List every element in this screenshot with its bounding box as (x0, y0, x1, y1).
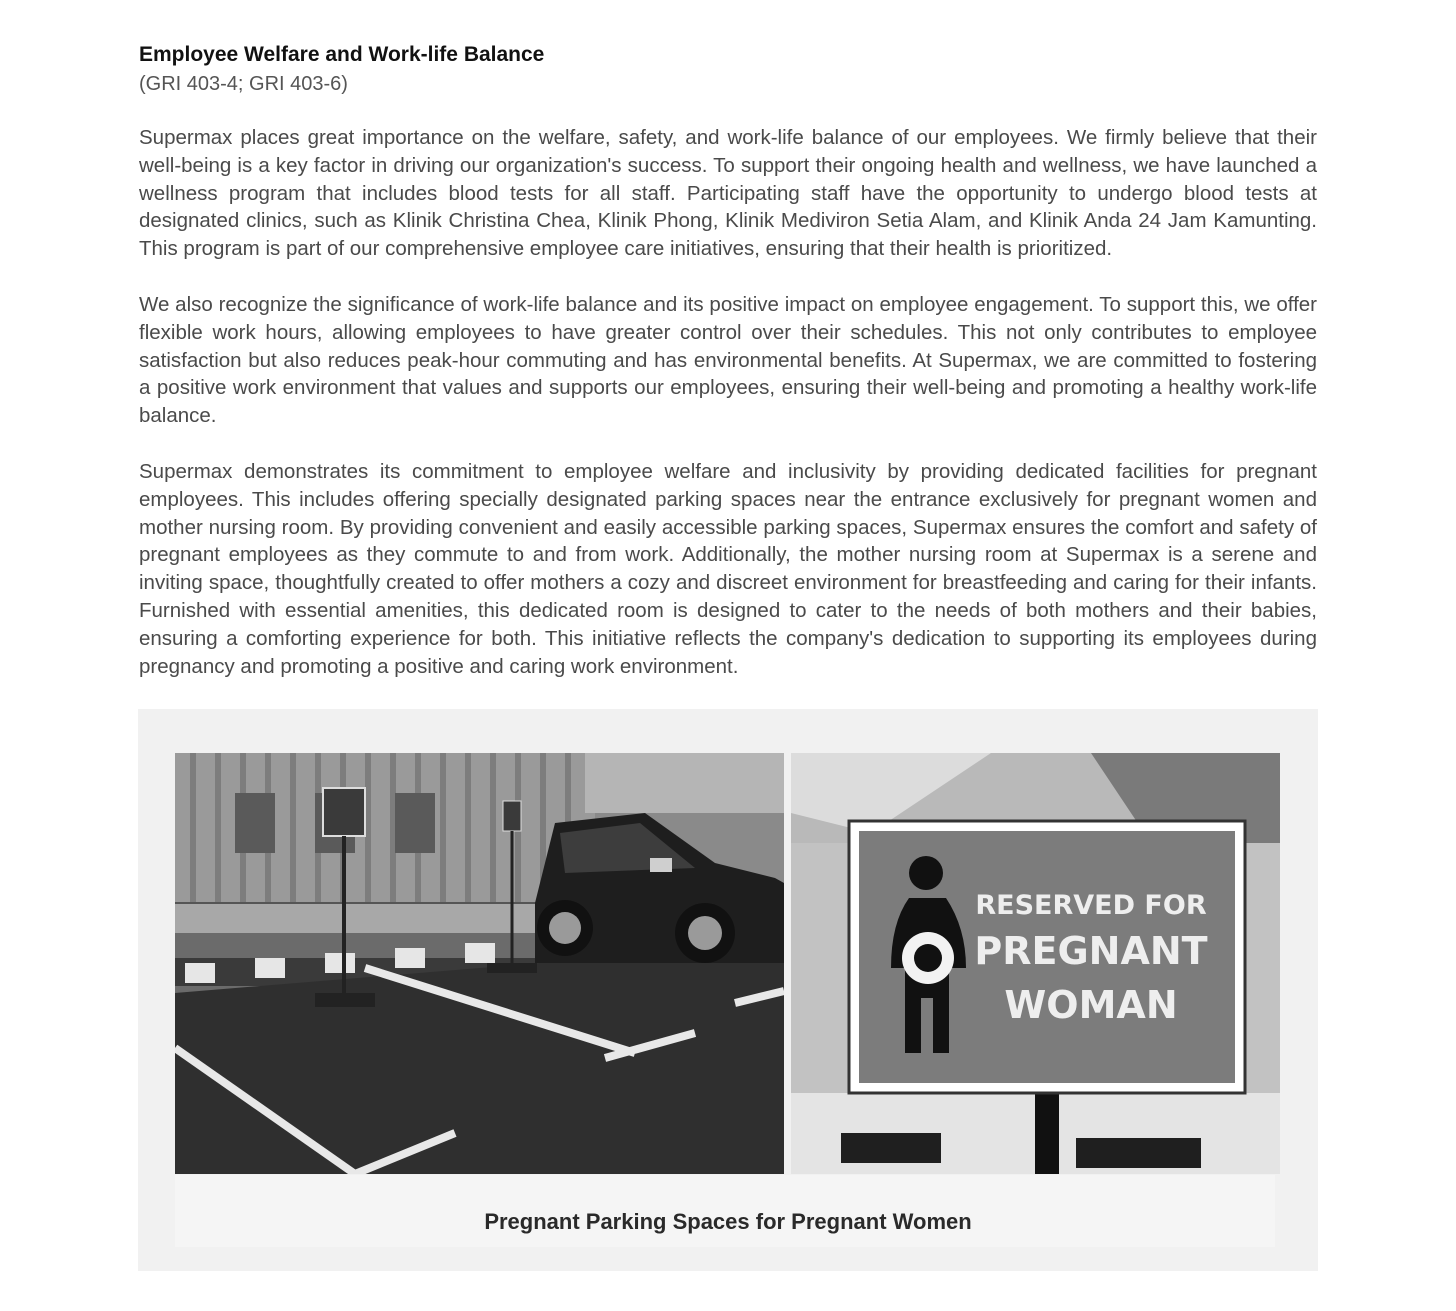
paragraph-work-life: We also recognize the significance of work-life balance and its positive impact on employee engagement. To support this, we offer flexible work hours, allowing employees to have greater control over their schedules. This not only contributes to employee satisfaction but also reduces peak-hour commuting and has environmental benefits. At Supermax, we are committed to fostering a positive work environment that values and supports our employees, ensuring their well-being and promoting a healthy work-life balance. (139, 292, 1317, 428)
paragraph-wellness: Supermax places great importance on the welfare, safety, and work-life balance of our employees. We firmly believe that their well-being is a key factor in driving our organization's success. To support their ongoing health and wellness, we have launched a wellness program that includes blood tests for all staff. Participating staff have the opportunity to undergo blood tests at designated clinics, such as Klinik Christina Chea, Klinik Phong, Klinik Mediviron Setia Alam, and Klinik Anda 24 Jam Kamunting. This program is part of our comprehensive employee care initiatives, ensuring that their health is prioritized. (139, 126, 1317, 261)
gri-reference: (GRI 403-4; GRI 403-6) (139, 73, 348, 95)
parking-lot-photo (175, 753, 784, 1174)
parking-figure (138, 709, 1318, 1271)
sign-line-1: RESERVED FOR (975, 890, 1207, 921)
section-title: Employee Welfare and Work-life Balance (139, 43, 545, 66)
sign-line-3: WOMAN (1004, 983, 1178, 1027)
reserved-sign-photo (791, 753, 1280, 1174)
sign-text (961, 888, 1221, 1032)
sign-line-2: PREGNANT (974, 929, 1208, 973)
paragraph-pregnant-facilities: Supermax demonstrates its commitment to employee welfare and inclusivity by providing dedicated facilities for pregnant employees. This includes offering specially designated parking spaces near the entrance exclusively for pregnant women and mother nursing room. By providing convenient and easily accessible parking spaces, Supermax ensures the comfort and safety of pregnant employees as they commute to and from work. Additionally, the mother nursing room at Supermax is a serene and inviting space, thoughtfully created to offer mothers a cozy and discreet environment for breastfeeding and caring for their infants. Furnished with essential amenities, this dedicated room is designed to cater to the needs of both mothers and their babies, ensuring a comforting experience for both. This initiative reflects the company's dedication to supporting its employees during pregnancy and promoting a positive and caring work environment. (139, 459, 1317, 678)
figure-caption: Pregnant Parking Spaces for Pregnant Women (484, 1209, 972, 1234)
section-content (139, 40, 1317, 708)
